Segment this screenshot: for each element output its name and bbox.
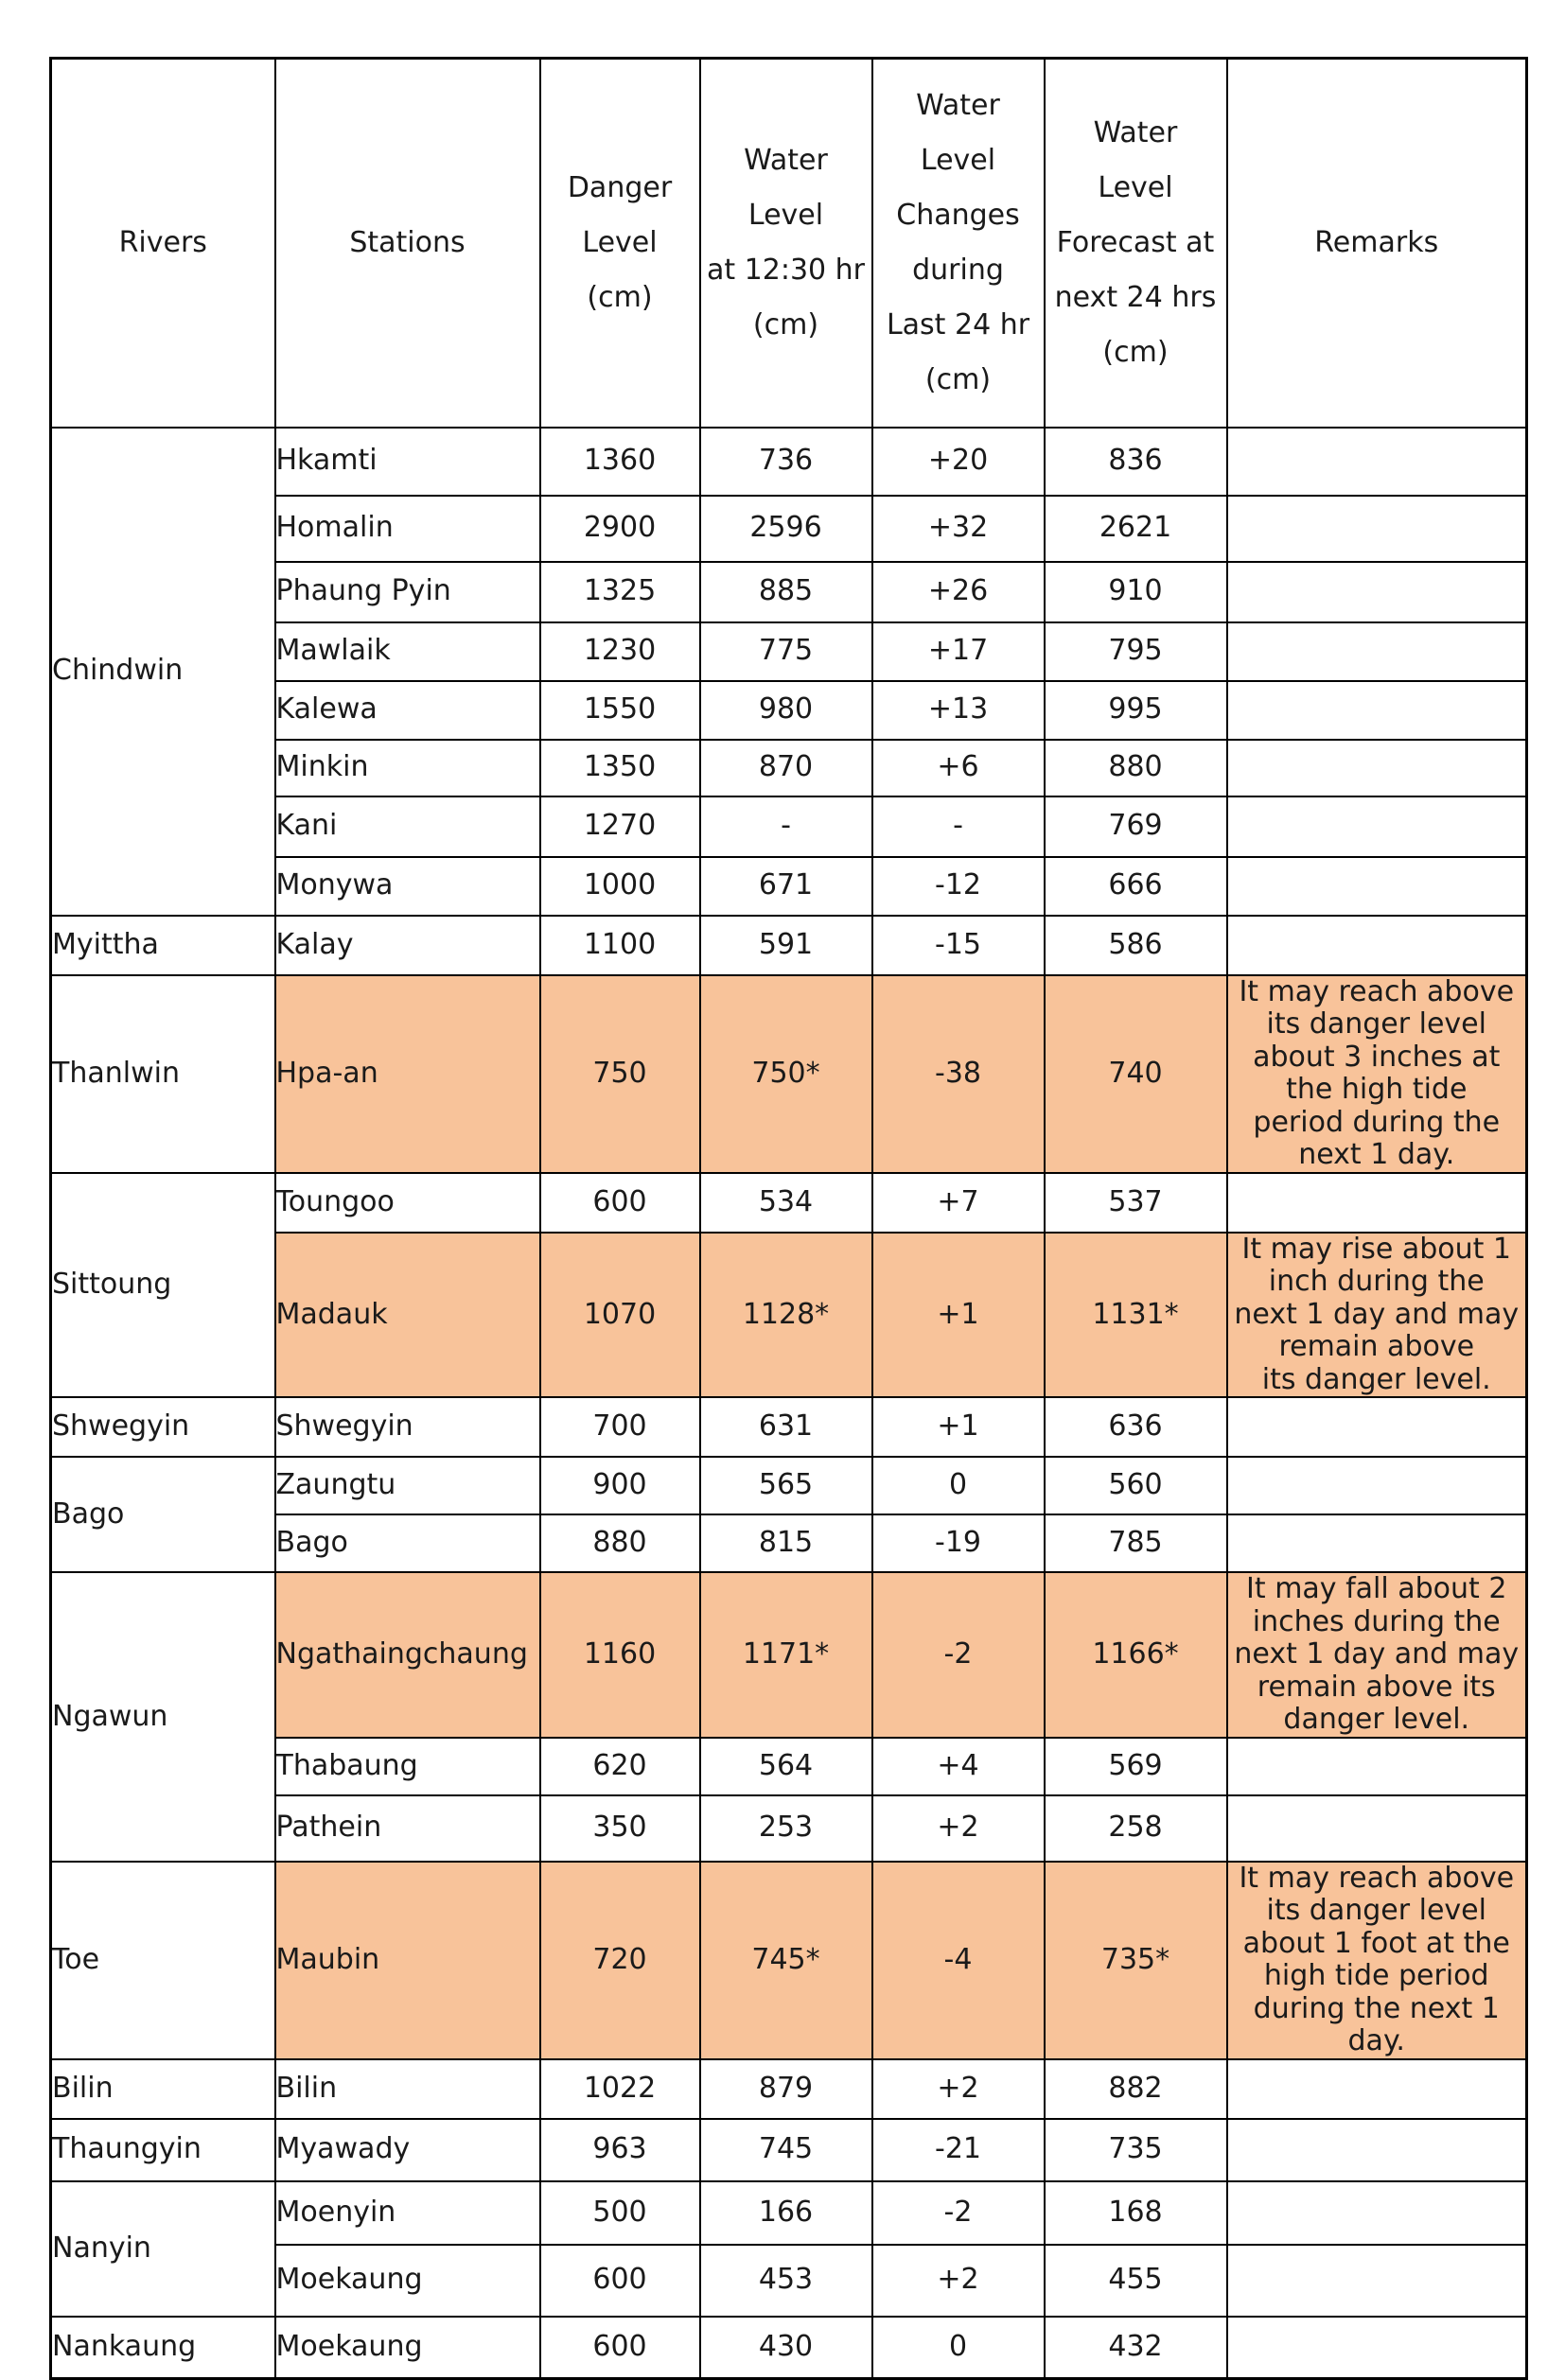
level-change-value: +7 [872,1173,1045,1233]
forecast-value: 769 [1045,796,1227,857]
river-name: Sittoung [51,1173,275,1398]
remark-cell [1227,1457,1527,1514]
table-row [51,2317,1527,2379]
forecast-value: 2621 [1045,496,1227,562]
danger-level-value: 1022 [540,2059,700,2119]
header-line: Water [1093,115,1178,149]
header-remarks: Remarks [1227,59,1527,428]
table-body [51,428,1527,2379]
forecast-value: 258 [1045,1795,1227,1862]
water-level-value: 534 [700,1173,872,1233]
river-water-level-table [49,57,1528,2380]
station-name: Hpa-an [275,975,540,1173]
forecast-value: 995 [1045,681,1227,740]
remark-cell [1227,428,1527,496]
header-line: Danger [567,170,673,204]
header-line: Last 24 hr [886,307,1030,341]
danger-level-value: 963 [540,2119,700,2181]
table-row [51,2059,1527,2119]
remark-line: It may rise about 1 inch during the [1241,1232,1512,1298]
level-change-value: -19 [872,1514,1045,1572]
remark-line: danger level. [1283,1703,1470,1736]
remark-cell [1227,496,1527,562]
danger-level-value: 1270 [540,796,700,857]
forecast-value: 880 [1045,740,1227,796]
forecast-value: 795 [1045,622,1227,681]
danger-level-value: 900 [540,1457,700,1514]
header-rivers: Rivers [51,59,275,428]
river-name: Bilin [51,2059,275,2119]
header-line: (cm) [1102,335,1169,369]
river-name: Ngawun [51,1572,275,1862]
water-level-value: 870 [700,740,872,796]
level-change-value: +2 [872,2245,1045,2317]
level-change-value: +2 [872,2059,1045,2119]
station-name: Phaung Pyin [275,562,540,622]
station-name: Monywa [275,857,540,916]
remark-line: It may reach above its danger level [1239,974,1515,1041]
station-name: Ngathaingchaung [275,1572,540,1738]
danger-level-value: 720 [540,1862,700,2059]
river-name: Toe [51,1862,275,2059]
forecast-value: 432 [1045,2317,1227,2379]
danger-level-value: 350 [540,1795,700,1862]
remark-cell [1227,2245,1527,2317]
station-name: Maubin [275,1862,540,2059]
danger-level-value: 700 [540,1397,700,1457]
river-name: Bago [51,1457,275,1572]
station-name: Hkamti [275,428,540,496]
danger-level-value: 1325 [540,562,700,622]
remark-cell [1227,2119,1527,2181]
river-name: Nankaung [51,2317,275,2379]
remark-cell [1227,1738,1527,1795]
forecast-value: 740 [1045,975,1227,1173]
station-name: Minkin [275,740,540,796]
forecast-value: 569 [1045,1738,1227,1795]
station-name: Moenyin [275,2181,540,2245]
danger-level-value: 880 [540,1514,700,1572]
remark-cell [1227,1572,1527,1738]
forecast-value: 735 [1045,2119,1227,2181]
forecast-value: 882 [1045,2059,1227,2119]
water-level-value: 565 [700,1457,872,1514]
level-change-value: +20 [872,428,1045,496]
water-level-value: 980 [700,681,872,740]
danger-level-value: 1100 [540,916,700,975]
header-line: next 24 hrs [1054,280,1217,314]
header-line: (cm) [587,280,653,314]
danger-level-value: 600 [540,1173,700,1233]
level-change-value: +1 [872,1397,1045,1457]
remark-cell [1227,2181,1527,2245]
forecast-value: 735* [1045,1862,1227,2059]
station-name: Shwegyin [275,1397,540,1457]
forecast-value: 666 [1045,857,1227,916]
remark-cell [1227,681,1527,740]
water-level-value: 2596 [700,496,872,562]
remark-line: about 3 inches at the high tide [1253,1040,1501,1106]
station-name: Kalewa [275,681,540,740]
water-level-value: 885 [700,562,872,622]
remark-line: next 1 day and may remain above [1234,1297,1520,1363]
station-name: Myawady [275,2119,540,2181]
header-row [51,59,1527,428]
level-change-value: +26 [872,562,1045,622]
remark-line: period during the next 1 day. [1253,1105,1501,1171]
level-change-value: 0 [872,2317,1045,2379]
forecast-value: 560 [1045,1457,1227,1514]
header-line: Forecast at [1056,225,1215,259]
water-level-value: 453 [700,2245,872,2317]
river-name: Thaungyin [51,2119,275,2181]
header-line: Changes [896,198,1020,232]
level-change-value: +17 [872,622,1045,681]
water-level-value: 166 [700,2181,872,2245]
table-row [51,2119,1527,2181]
level-change-value: -21 [872,2119,1045,2181]
forecast-value: 586 [1045,916,1227,975]
header-stations: Stations [275,59,540,428]
station-name: Pathein [275,1795,540,1862]
table-row [51,1457,1527,1514]
level-change-value: -2 [872,1572,1045,1738]
table-row [51,428,1527,496]
remark-cell [1227,1233,1527,1398]
station-name: Madauk [275,1233,540,1398]
river-name: Thanlwin [51,975,275,1173]
water-level-value: 671 [700,857,872,916]
water-level-value: 591 [700,916,872,975]
danger-level-value: 1230 [540,622,700,681]
river-name: Myittha [51,916,275,975]
danger-level-value: 1070 [540,1233,700,1398]
level-change-value: -2 [872,2181,1045,2245]
remark-cell [1227,796,1527,857]
level-change-value: -12 [872,857,1045,916]
level-change-value: +2 [872,1795,1045,1862]
level-change-value: +6 [872,740,1045,796]
remark-cell [1227,1795,1527,1862]
forecast-value: 455 [1045,2245,1227,2317]
table-row [51,975,1527,1173]
water-level-value: 564 [700,1738,872,1795]
level-change-value: +13 [872,681,1045,740]
river-name: Nanyin [51,2181,275,2317]
header-water-level [700,59,872,428]
station-name: Kalay [275,916,540,975]
danger-level-value: 500 [540,2181,700,2245]
level-change-value: -4 [872,1862,1045,2059]
table-row [51,1862,1527,2059]
remark-cell [1227,1514,1527,1572]
table-row [51,916,1527,975]
level-change-value: 0 [872,1457,1045,1514]
station-name: Homalin [275,496,540,562]
danger-level-value: 750 [540,975,700,1173]
station-name: Zaungtu [275,1457,540,1514]
table-row [51,1173,1527,1233]
header-line: during [912,253,1004,287]
water-level-value: 1128* [700,1233,872,1398]
remark-cell [1227,1862,1527,2059]
water-level-value: 879 [700,2059,872,2119]
forecast-value: 836 [1045,428,1227,496]
water-level-value: 430 [700,2317,872,2379]
danger-level-value: 1350 [540,740,700,796]
remark-cell [1227,740,1527,796]
remark-cell [1227,562,1527,622]
danger-level-value: 600 [540,2317,700,2379]
header-line: (cm) [752,307,819,341]
water-level-value: 1171* [700,1572,872,1738]
remark-cell [1227,1173,1527,1233]
header-line: Level [582,225,658,259]
station-name: Kani [275,796,540,857]
danger-level-value: 1160 [540,1572,700,1738]
level-change-value: - [872,796,1045,857]
remark-cell [1227,2317,1527,2379]
danger-level-value: 620 [540,1738,700,1795]
header-danger-level [540,59,700,428]
water-level-value: 631 [700,1397,872,1457]
water-level-value: 815 [700,1514,872,1572]
station-name: Moekaung [275,2317,540,2379]
remark-line: It may reach above its danger level [1239,1861,1515,1927]
water-level-value: - [700,796,872,857]
danger-level-value: 1000 [540,857,700,916]
forecast-value: 1131* [1045,1233,1227,1398]
forecast-value: 636 [1045,1397,1227,1457]
station-name: Moekaung [275,2245,540,2317]
header-line: at 12:30 hr [706,253,866,287]
header-level-changes [872,59,1045,428]
header-forecast [1045,59,1227,428]
level-change-value: -15 [872,916,1045,975]
remark-cell [1227,622,1527,681]
level-change-value: +32 [872,496,1045,562]
level-change-value: -38 [872,975,1045,1173]
remark-cell [1227,916,1527,975]
remark-cell [1227,857,1527,916]
water-level-value: 745 [700,2119,872,2181]
remark-line: It may fall about 2 inches during the [1246,1572,1507,1638]
danger-level-value: 600 [540,2245,700,2317]
water-level-value: 750* [700,975,872,1173]
danger-level-value: 1360 [540,428,700,496]
level-change-value: +1 [872,1233,1045,1398]
station-name: Mawlaik [275,622,540,681]
station-name: Thabaung [275,1738,540,1795]
header-line: Level [1098,170,1173,204]
water-level-value: 253 [700,1795,872,1862]
forecast-value: 537 [1045,1173,1227,1233]
remark-cell [1227,2059,1527,2119]
remark-cell [1227,975,1527,1173]
water-level-value: 775 [700,622,872,681]
river-name: Chindwin [51,428,275,916]
station-name: Bago [275,1514,540,1572]
station-name: Toungoo [275,1173,540,1233]
remark-cell [1227,1397,1527,1457]
danger-level-value: 2900 [540,496,700,562]
river-name: Shwegyin [51,1397,275,1457]
table-row [51,1572,1527,1738]
water-level-value: 736 [700,428,872,496]
header-line: Level [920,143,996,177]
danger-level-value: 1550 [540,681,700,740]
header-line: Water [916,88,1000,122]
remark-line: next 1 day and may remain above its [1234,1637,1520,1704]
remark-line: its danger level. [1261,1362,1491,1396]
forecast-value: 910 [1045,562,1227,622]
station-name: Bilin [275,2059,540,2119]
forecast-value: 785 [1045,1514,1227,1572]
forecast-value: 1166* [1045,1572,1227,1738]
remark-line: about 1 foot at the high tide period [1242,1926,1510,1992]
level-change-value: +4 [872,1738,1045,1795]
water-level-value: 745* [700,1862,872,2059]
forecast-value: 168 [1045,2181,1227,2245]
table-row [51,1397,1527,1457]
table-row [51,2181,1527,2245]
header-line: (cm) [924,362,992,396]
remark-line: during the next 1 day. [1253,1991,1500,2057]
header-line: Water Level [744,143,828,232]
